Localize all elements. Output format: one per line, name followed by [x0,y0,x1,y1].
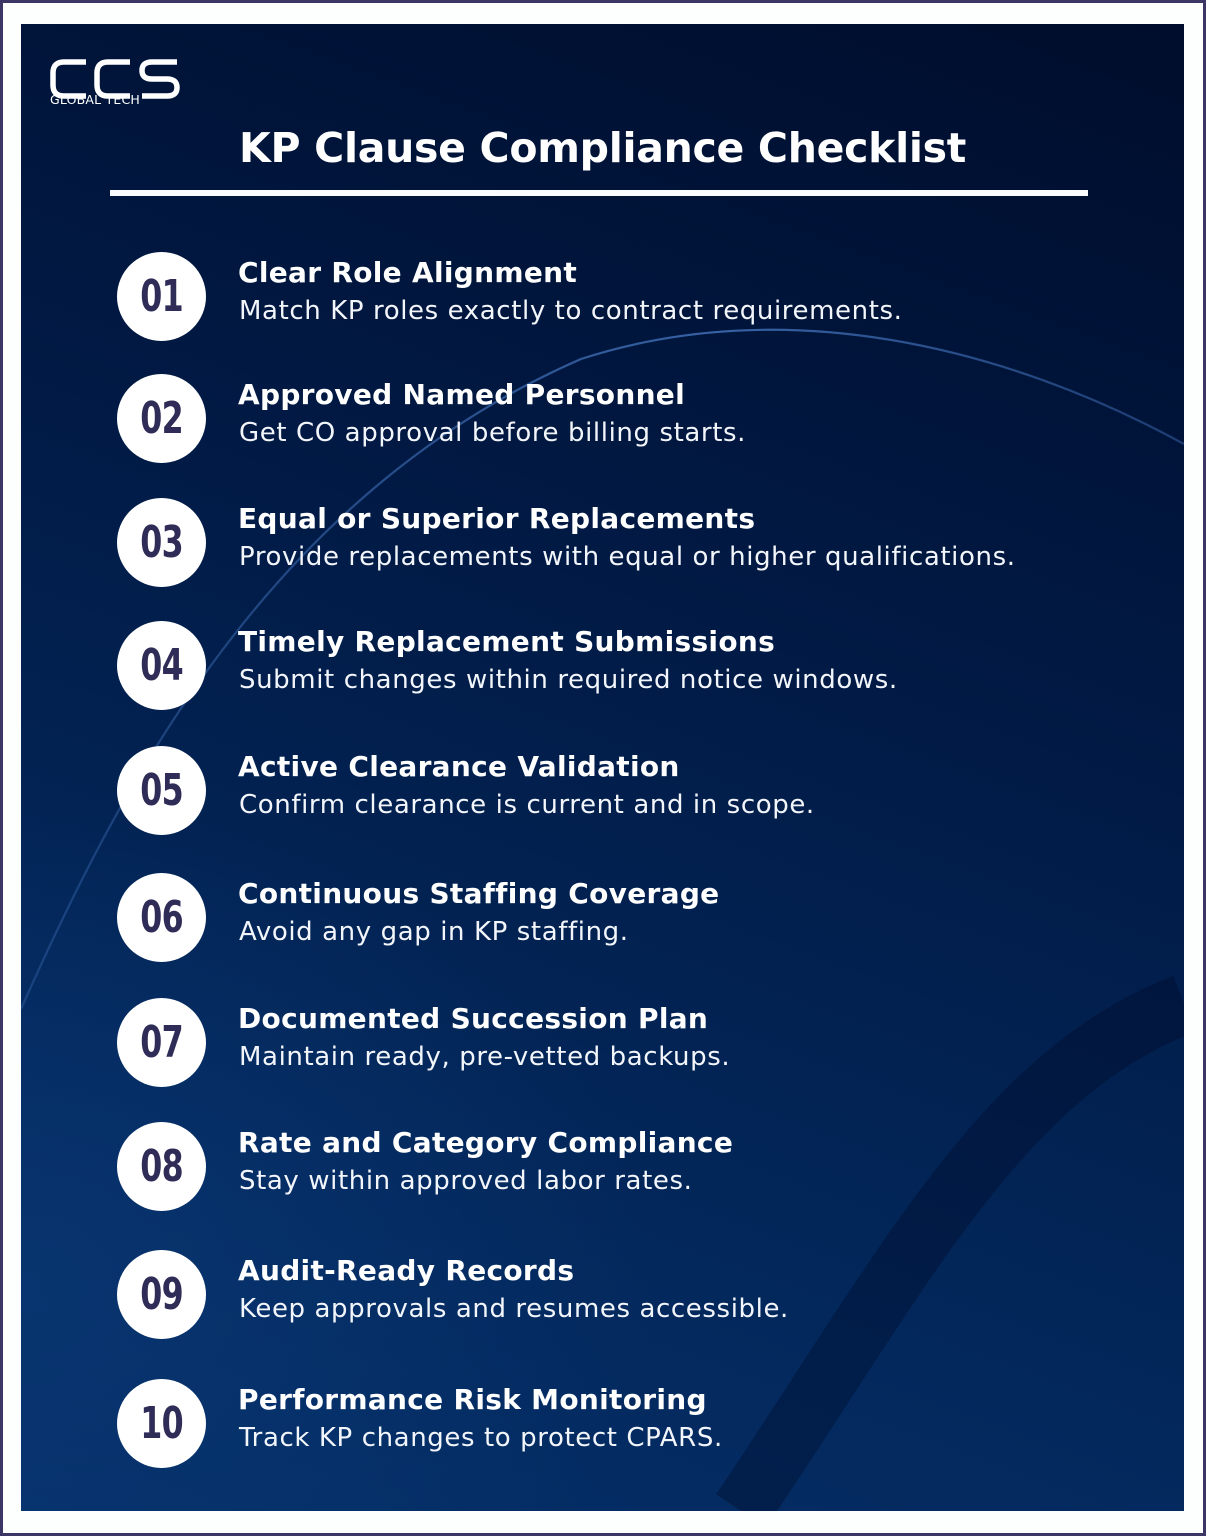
page-title: KP Clause Compliance Checklist [238,124,967,172]
item-title: Documented Succession Plan [238,1002,709,1035]
item-number: 08 [140,1141,183,1192]
number-badge [117,1122,206,1211]
item-title: Continuous Staffing Coverage [238,877,720,910]
item-description: Provide replacements with equal or higher qualifications. [239,542,1016,572]
item-description: Avoid any gap in KP staffing. [239,917,629,947]
number-badge [117,1379,206,1468]
number-badge [117,1250,206,1339]
item-description: Confirm clearance is current and in scope. [239,790,815,820]
checklist-item [21,498,1184,608]
checklist-item [21,374,1184,484]
checklist-item [21,1379,1184,1489]
logo-subtext: GLOBAL TECH [50,92,140,107]
item-description: Submit changes within required notice windows. [239,665,898,695]
item-description: Stay within approved labor rates. [239,1166,693,1196]
infographic-panel [21,24,1184,1511]
item-title: Equal or Superior Replacements [238,502,756,535]
number-badge [117,998,206,1087]
number-badge [117,374,206,463]
item-title: Active Clearance Validation [238,750,680,783]
item-number: 10 [140,1398,183,1449]
item-title: Performance Risk Monitoring [238,1383,707,1416]
item-description: Maintain ready, pre-vetted backups. [239,1042,731,1072]
item-title: Clear Role Alignment [238,256,578,289]
item-description: Keep approvals and resumes accessible. [239,1294,789,1324]
item-number: 04 [140,640,183,691]
checklist-item [21,621,1184,731]
item-number: 07 [140,1017,183,1068]
item-number: 05 [140,765,183,816]
item-number: 01 [140,271,183,322]
item-title: Timely Replacement Submissions [238,625,776,658]
item-description: Get CO approval before billing starts. [239,418,747,448]
number-badge [117,252,206,341]
checklist-item [21,1250,1184,1360]
item-number: 09 [140,1269,183,1320]
item-title: Audit-Ready Records [238,1254,575,1287]
number-badge [117,498,206,587]
item-number: 03 [140,517,183,568]
checklist-item [21,746,1184,856]
number-badge [117,746,206,835]
item-number: 06 [140,892,183,943]
checklist-item [21,873,1184,983]
title-divider [110,190,1088,196]
item-title: Rate and Category Compliance [238,1126,734,1159]
number-badge [117,873,206,962]
checklist-item [21,998,1184,1108]
item-title: Approved Named Personnel [238,378,685,411]
item-description: Track KP changes to protect CPARS. [239,1423,723,1453]
item-description: Match KP roles exactly to contract requirements. [239,296,903,326]
number-badge [117,621,206,710]
checklist-item [21,252,1184,362]
item-number: 02 [140,393,183,444]
checklist-item [21,1122,1184,1232]
